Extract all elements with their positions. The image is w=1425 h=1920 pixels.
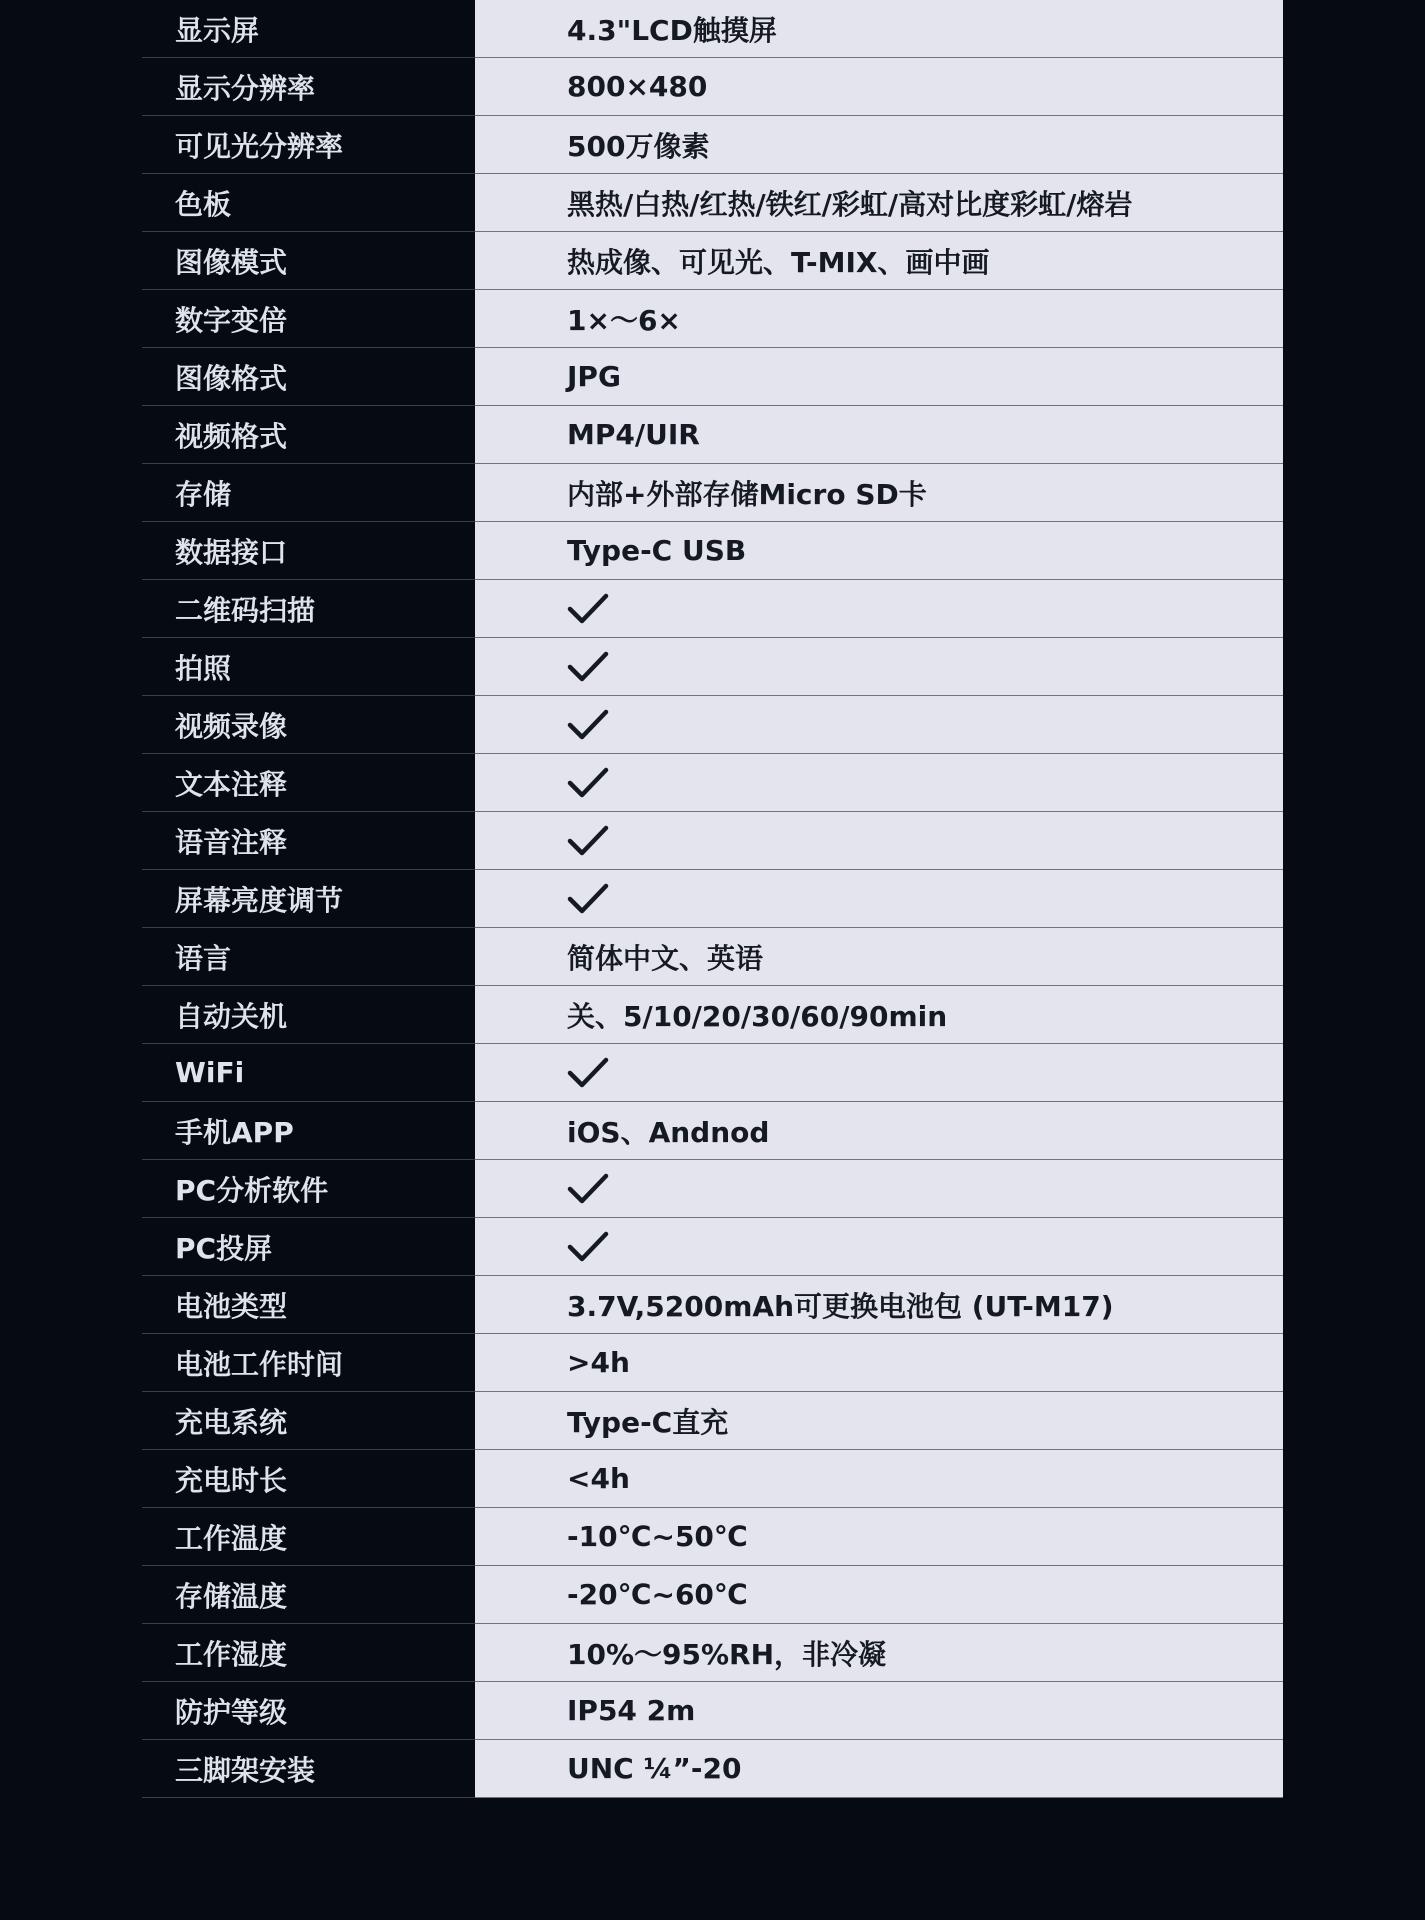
spec-value: 关、5/10/20/30/60/90min [475, 986, 1283, 1044]
spec-value [475, 1160, 1283, 1218]
spec-row [142, 638, 1283, 696]
spec-label: 色板 [142, 174, 475, 231]
spec-label: 充电系统 [142, 1392, 475, 1449]
spec-label: 显示屏 [142, 0, 475, 57]
spec-row [142, 1218, 1283, 1276]
spec-row [142, 1276, 1283, 1334]
spec-row [142, 1566, 1283, 1624]
spec-label: 图像模式 [142, 232, 475, 289]
spec-label: 三脚架安装 [142, 1740, 475, 1797]
spec-label: 显示分辨率 [142, 58, 475, 115]
spec-label: 视频录像 [142, 696, 475, 753]
spec-value: 内部+外部存储Micro SD卡 [475, 464, 1283, 522]
spec-label: 防护等级 [142, 1682, 475, 1739]
spec-row [142, 1450, 1283, 1508]
spec-label: 工作温度 [142, 1508, 475, 1565]
spec-row [142, 1508, 1283, 1566]
spec-row [142, 1334, 1283, 1392]
spec-label: 电池类型 [142, 1276, 475, 1333]
spec-value: 黑热/白热/红热/铁红/彩虹/高对比度彩虹/熔岩 [475, 174, 1283, 232]
spec-label: 手机APP [142, 1102, 475, 1159]
spec-label: 文本注释 [142, 754, 475, 811]
spec-value: 10%～95%RH，非冷凝 [475, 1624, 1283, 1682]
spec-value [475, 1218, 1283, 1276]
spec-value [475, 1044, 1283, 1102]
spec-label: 图像格式 [142, 348, 475, 405]
spec-row [142, 1682, 1283, 1740]
spec-label: 可见光分辨率 [142, 116, 475, 173]
spec-value: 4.3"LCD触摸屏 [475, 0, 1283, 58]
spec-row [142, 290, 1283, 348]
spec-row [142, 1624, 1283, 1682]
spec-row [142, 348, 1283, 406]
check-icon [567, 1230, 609, 1264]
spec-value: >4h [475, 1334, 1283, 1392]
spec-row [142, 1044, 1283, 1102]
spec-label: 工作湿度 [142, 1624, 475, 1681]
spec-value: <4h [475, 1450, 1283, 1508]
spec-value: 简体中文、英语 [475, 928, 1283, 986]
spec-row [142, 464, 1283, 522]
spec-row [142, 406, 1283, 464]
spec-table [142, 0, 1283, 1798]
spec-label: 自动关机 [142, 986, 475, 1043]
spec-row [142, 754, 1283, 812]
spec-row [142, 58, 1283, 116]
spec-row [142, 1392, 1283, 1450]
spec-value: 3.7V,5200mAh可更换电池包 (UT-M17) [475, 1276, 1283, 1334]
spec-label: 数字变倍 [142, 290, 475, 347]
spec-value [475, 638, 1283, 696]
spec-label: WiFi [142, 1044, 475, 1101]
check-icon [567, 708, 609, 742]
spec-row [142, 232, 1283, 290]
spec-value: iOS、Andnod [475, 1102, 1283, 1160]
spec-value: 热成像、可见光、T-MIX、画中画 [475, 232, 1283, 290]
spec-row [142, 116, 1283, 174]
spec-label: 存储温度 [142, 1566, 475, 1623]
spec-value: 800×480 [475, 58, 1283, 116]
check-icon [567, 882, 609, 916]
check-icon [567, 1172, 609, 1206]
spec-label: 语言 [142, 928, 475, 985]
spec-label: 拍照 [142, 638, 475, 695]
spec-row [142, 928, 1283, 986]
spec-row [142, 0, 1283, 58]
check-icon [567, 824, 609, 858]
spec-value: Type-C USB [475, 522, 1283, 580]
spec-row [142, 986, 1283, 1044]
spec-value: JPG [475, 348, 1283, 406]
check-icon [567, 1056, 609, 1090]
spec-label: 语音注释 [142, 812, 475, 869]
spec-row [142, 696, 1283, 754]
spec-row [142, 1160, 1283, 1218]
spec-value: IP54 2m [475, 1682, 1283, 1740]
spec-value [475, 812, 1283, 870]
spec-row [142, 812, 1283, 870]
spec-value [475, 580, 1283, 638]
check-icon [567, 592, 609, 626]
spec-label: 电池工作时间 [142, 1334, 475, 1391]
spec-row [142, 580, 1283, 638]
spec-label: PC分析软件 [142, 1160, 475, 1217]
check-icon [567, 650, 609, 684]
spec-value [475, 870, 1283, 928]
spec-label: 屏幕亮度调节 [142, 870, 475, 927]
spec-value: UNC ¼”-20 [475, 1740, 1283, 1798]
spec-label: 二维码扫描 [142, 580, 475, 637]
spec-row [142, 174, 1283, 232]
spec-value: Type-C直充 [475, 1392, 1283, 1450]
spec-value: 1×～6× [475, 290, 1283, 348]
spec-label: 存储 [142, 464, 475, 521]
spec-label: PC投屏 [142, 1218, 475, 1275]
spec-value: -20℃~60℃ [475, 1566, 1283, 1624]
spec-row [142, 522, 1283, 580]
spec-label: 数据接口 [142, 522, 475, 579]
spec-value: 500万像素 [475, 116, 1283, 174]
spec-value: -10℃~50℃ [475, 1508, 1283, 1566]
spec-value [475, 696, 1283, 754]
spec-row [142, 1102, 1283, 1160]
spec-value [475, 754, 1283, 812]
spec-label: 充电时长 [142, 1450, 475, 1507]
check-icon [567, 766, 609, 800]
spec-row [142, 1740, 1283, 1798]
spec-label: 视频格式 [142, 406, 475, 463]
spec-row [142, 870, 1283, 928]
spec-value: MP4/UIR [475, 406, 1283, 464]
